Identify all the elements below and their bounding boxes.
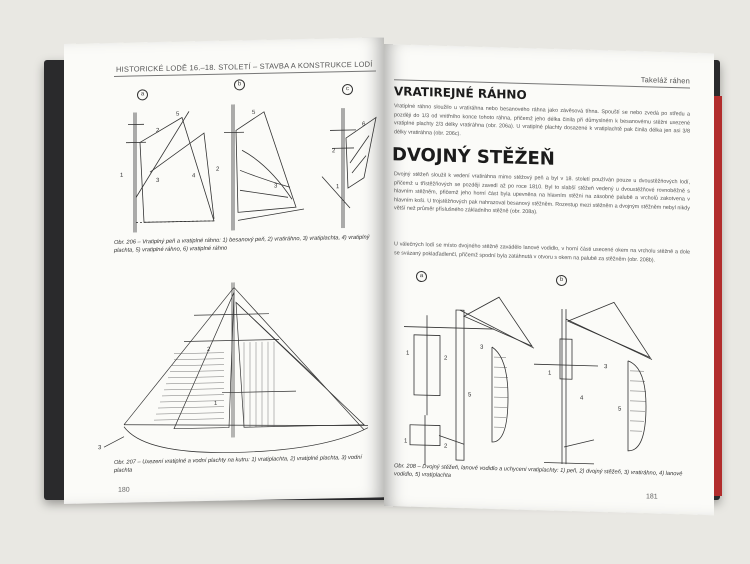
svg-text:5: 5 [618,406,622,413]
fig206-caption: Obr. 206 – Vratiplný peň a vratiplné ráhno: 1) besanový peň, 2) vratiráhno, 3) vratiplachta, 4) vratiplný plachta, 5) vratiplné ráhno, 6) vratiplné ráhno [114,234,370,254]
svg-text:2: 2 [332,148,336,155]
svg-text:3: 3 [480,344,484,351]
svg-text:2: 2 [156,128,160,135]
para-lanove-vodidlo: U válečných lodí se místo dvojného stěžně zavádělo lanové vodidlo, v horní části usecené okem na vrcholu stěžně a dole se svázaný poklaďadlenčí, přičemž spodní byla zatáhnutá v otvoru s okem na palubě za stěžněm (obr. 208b). [394,241,690,264]
right-page-number: 181 [646,493,658,501]
svg-text:5: 5 [176,111,180,118]
svg-text:4: 4 [192,173,196,180]
svg-text:1: 1 [404,438,408,445]
fig208-drawing [384,274,714,473]
fig207-caption: Obr. 207 – Uxezení vratiplné a vodní plachty na kutru: 1) vratiplachta, 2) vratiplné plachta, 3) vodní plachta [114,454,362,474]
heading-vratirejne-rahno: VRATIREJNÉ RÁHNO [394,84,527,102]
fig206-label-a: a [137,89,148,100]
svg-text:5: 5 [252,109,256,117]
svg-text:1: 1 [406,350,410,357]
svg-text:6: 6 [362,121,366,128]
svg-text:2: 2 [444,355,448,362]
svg-text:1: 1 [336,184,340,191]
svg-text:2: 2 [444,443,448,450]
fig207-drawing [64,259,384,466]
svg-text:3: 3 [604,364,608,371]
svg-text:2: 2 [215,166,220,173]
para-vratirejne-rahno: Vratiplné ráhno sloužilo u vratiráhna nebo besanového ráhna jako závěsová tíhna. Spouští se nebo zvedá po středu a později do 1/3 od vnitřního konce tohoto ráhna, přičemž jeho délka činila při důmyslném k besanovému stěžni uxezené vratiplné plachty 2/3 délky vratiráhna (obr. 206a). U vratiplné plachty dosazené k vratiplachtě pak činila délka jen asi 3/8 délky vratiráhna (obr. 206c). [394,103,690,137]
svg-text:5: 5 [468,392,472,399]
svg-text:3: 3 [156,178,160,185]
fig208-caption: Obr. 208 – Dvojný stěžeň, lanové vodidlo a uchycení vratiplachty: 1) peň, 2) dvojný stěžeň, 3) vratiráhno, 4) lanové vodidlo, 5) vratiplachta [394,463,683,479]
left-page [64,37,384,504]
right-running-head: Takeláž ráhen [640,75,690,86]
para-dvojny-stezen: Dvojný stěžeň sloužil k vedení vratiráhna mimo stěžový peň a byl v 18. století používán pouze u dvoustěžňových lodí, přičemž u třístěžňových se později zavedl až po roce 1810. Byl to slabší stěžeň vedený u dvoustěžňové rovnoběžně s hlavním stěžněm, přičemž jeho horní část byla upevněna na hlavním stěžni na zásobné palubě a vrcholů zakotvena v hlavním koši. U trojstěžňových pak nahrazoval besanový stěžněm. Rozestup mezi stěžněm a dvojným stěžněm nebyl nikdy větší než průměr příslušného základního stěžně (obr. 208a). [394,171,690,216]
right-page [384,44,714,515]
fig206-drawing [64,67,384,234]
heading-dvojny-stezen: DVOJNÝ STĚŽEŇ [392,144,555,170]
svg-text:4: 4 [580,395,584,402]
left-page-number: 180 [118,486,130,494]
svg-text:3: 3 [274,183,278,190]
fig206-label-b: b [234,79,245,90]
svg-text:2: 2 [207,346,211,354]
left-running-head: HISTORICKÉ LODĚ 16.–18. STOLETÍ – STAVBA A KONSTRUKCE LODÍ [116,59,373,74]
svg-text:3: 3 [98,445,102,452]
fig208-label-a: a [416,271,427,282]
svg-text:1: 1 [214,400,218,407]
svg-text:1: 1 [120,172,124,179]
fig206-label-c: c [342,84,353,95]
fig208-label-b: b [556,275,567,286]
svg-text:1: 1 [548,370,552,377]
